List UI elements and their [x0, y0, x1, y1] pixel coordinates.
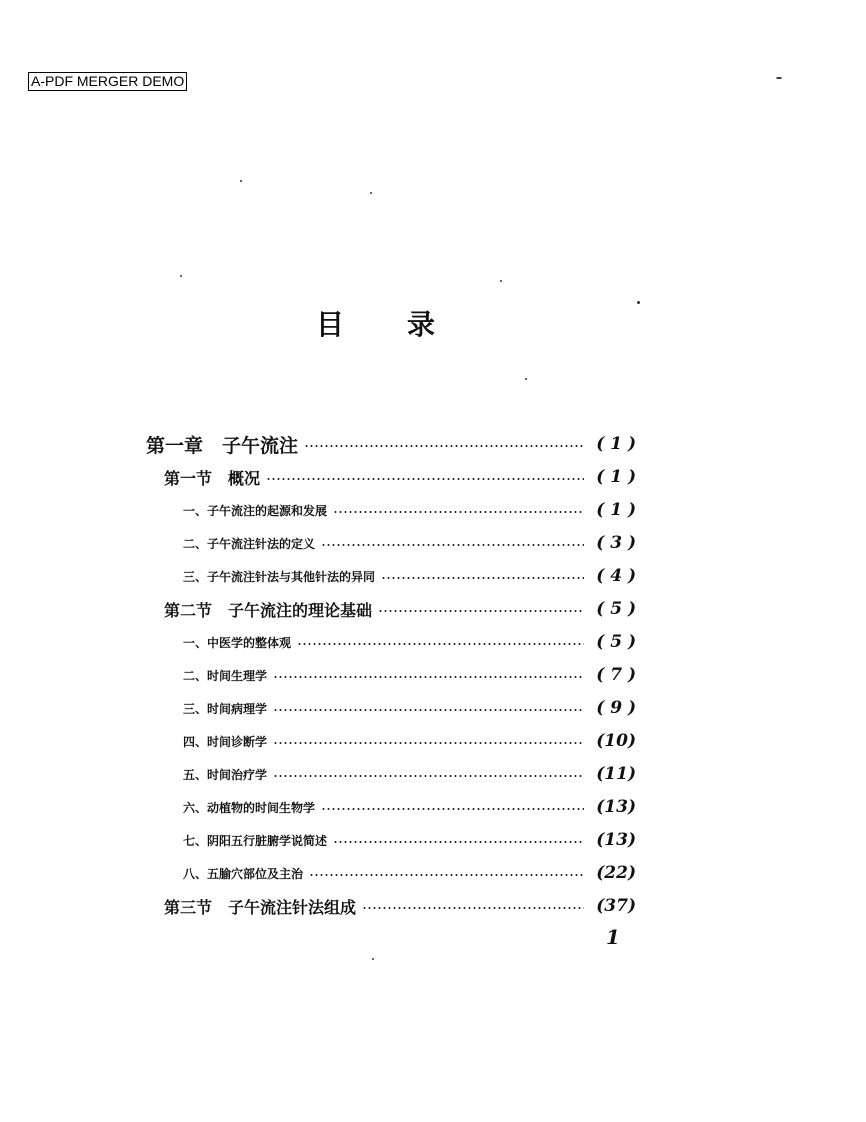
- toc-entry-label: 第一节 概况: [164, 466, 266, 489]
- toc-entry-label: 八、五腧穴部位及主治: [183, 865, 309, 882]
- toc-leader-dots: [333, 511, 584, 513]
- toc-entry-item[interactable]: [183, 826, 636, 854]
- watermark-banner: A-PDF MERGER DEMO: [28, 72, 187, 91]
- toc-entry-label: 第二节 子午流注的理论基础: [164, 598, 378, 621]
- scan-speck: [240, 180, 242, 182]
- toc-entry-item[interactable]: [183, 793, 636, 821]
- scan-speck: [776, 77, 782, 79]
- toc-entry-label: 三、子午流注针法与其他针法的异同: [183, 568, 381, 585]
- toc-entry-item[interactable]: [183, 529, 636, 557]
- scan-speck: [525, 378, 527, 380]
- toc-entry-label: 五、时间治疗学: [183, 766, 273, 783]
- toc-entry-page: ( 3 ): [596, 533, 636, 553]
- page-number: 1: [606, 925, 620, 949]
- toc-entry-page: ( 5 ): [596, 632, 636, 652]
- title-char-2: 录: [407, 308, 436, 341]
- toc-entry-section-2[interactable]: [164, 595, 636, 623]
- toc-entry-item[interactable]: [183, 496, 636, 524]
- toc-leader-dots: [333, 841, 584, 843]
- toc-entry-item[interactable]: [183, 628, 636, 656]
- toc-entry-label: 六、动植物的时间生物学: [183, 799, 321, 816]
- toc-entry-label: 第三节 子午流注针法组成: [164, 895, 362, 918]
- toc-leader-dots: [362, 907, 584, 909]
- toc-entry-page: (13): [596, 830, 636, 850]
- toc-leader-dots: [273, 676, 584, 678]
- scan-speck: [370, 192, 372, 194]
- toc-entry-page: ( 4 ): [596, 566, 636, 586]
- title-char-1: 目: [316, 308, 345, 341]
- toc-entry-page: (10): [596, 731, 636, 751]
- toc-entry-page: ( 5 ): [596, 599, 636, 619]
- toc-entry-item[interactable]: [183, 661, 636, 689]
- toc-leader-dots: [273, 742, 584, 744]
- toc-entry-label: 一、中医学的整体观: [183, 634, 297, 651]
- toc-entry-page: ( 1 ): [596, 467, 636, 487]
- toc-entry-label: 四、时间诊断学: [183, 733, 273, 750]
- toc-entry-item[interactable]: [183, 859, 636, 887]
- toc-entry-page: (22): [596, 863, 636, 883]
- toc-leader-dots: [321, 544, 584, 546]
- toc-entry-page: ( 9 ): [596, 698, 636, 718]
- toc-entry-label: 七、阴阳五行脏腑学说简述: [183, 832, 333, 849]
- toc-entry-label: 三、时间病理学: [183, 700, 273, 717]
- scan-speck: [372, 958, 374, 960]
- toc-entry-section-3[interactable]: [164, 892, 636, 920]
- toc-entry-item[interactable]: [183, 760, 636, 788]
- toc-entry-page: ( 1 ): [596, 500, 636, 520]
- toc-leader-dots: [309, 874, 584, 876]
- toc-entry-item[interactable]: [183, 727, 636, 755]
- page-title: [0, 305, 866, 345]
- toc-entry-page: (11): [596, 764, 636, 784]
- toc-leader-dots: [266, 478, 584, 480]
- scan-speck: [500, 280, 502, 282]
- toc-entry-label: 二、时间生理学: [183, 667, 273, 684]
- toc-entry-chapter-1[interactable]: [146, 430, 636, 458]
- toc-entry-item[interactable]: [183, 694, 636, 722]
- scan-speck: [637, 301, 640, 304]
- toc-entry-section-1[interactable]: [164, 463, 636, 491]
- scan-speck: [180, 275, 182, 277]
- toc-leader-dots: [273, 709, 584, 711]
- toc-leader-dots: [321, 808, 584, 810]
- toc-entry-label: 一、子午流注的起源和发展: [183, 502, 333, 519]
- toc-leader-dots: [378, 610, 584, 612]
- toc-entry-label: 二、子午流注针法的定义: [183, 535, 321, 552]
- toc-entry-page: (37): [596, 896, 636, 916]
- toc-entry-page: ( 1 ): [596, 434, 636, 454]
- toc-entry-item[interactable]: [183, 562, 636, 590]
- toc-entry-label: 第一章 子午流注: [146, 431, 304, 458]
- toc-leader-dots: [304, 445, 584, 447]
- toc-leader-dots: [273, 775, 584, 777]
- toc-leader-dots: [381, 577, 584, 579]
- toc-entry-page: ( 7 ): [596, 665, 636, 685]
- toc-leader-dots: [297, 643, 584, 645]
- toc-entry-page: (13): [596, 797, 636, 817]
